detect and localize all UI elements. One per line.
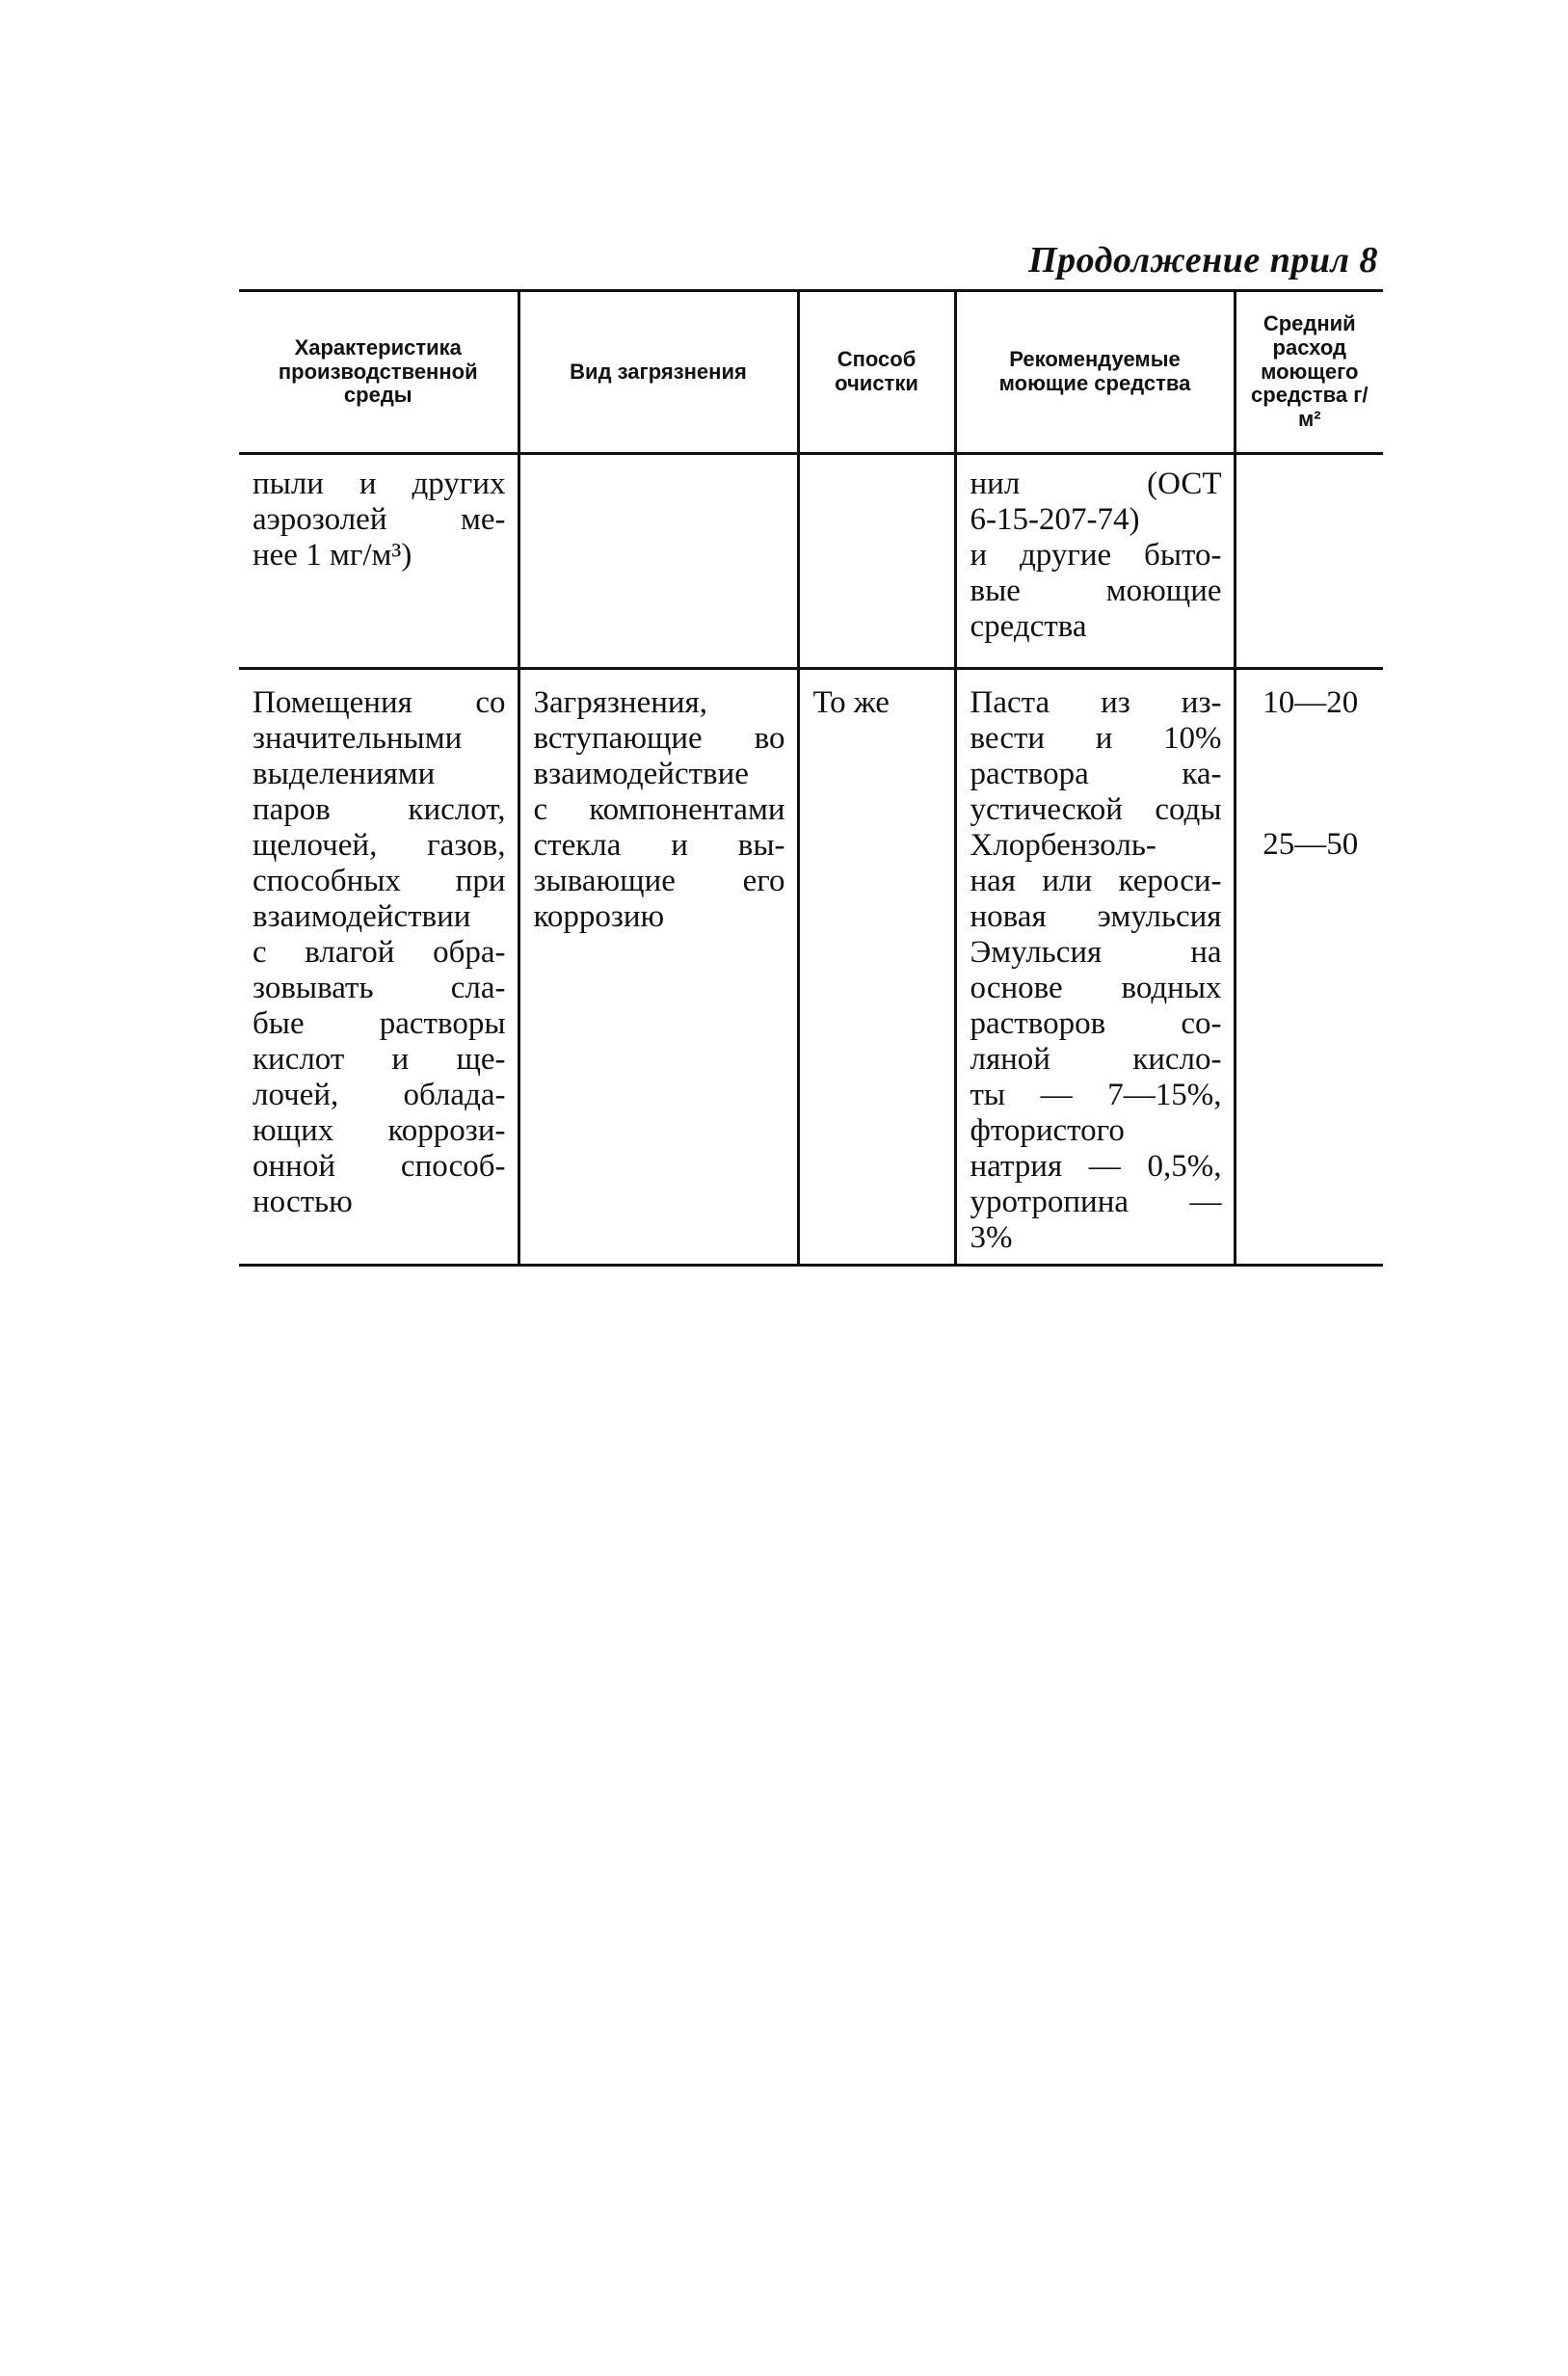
cell-text-line: устической соды: [970, 792, 1222, 827]
cell-text-line: Загрязнения,: [533, 685, 707, 720]
cell-text-line: способных при: [252, 864, 506, 898]
cell-text-line: значительными: [252, 721, 463, 756]
cell-text-line: бые растворы: [252, 1006, 506, 1041]
cell-average-consumption: [1235, 454, 1383, 669]
cell-text-line: взаимодействие: [533, 757, 749, 791]
cell-text-line: и другие быто-: [970, 538, 1222, 573]
cell-text-line: основе водных: [970, 971, 1222, 1005]
cell-environment: [239, 454, 518, 669]
cell-text-line: взаимодействии: [252, 899, 471, 934]
cell-average-consumption: [1235, 669, 1383, 1266]
header-pollution-type: Вид загрязнения: [518, 291, 798, 454]
cell-text-line: уротропина —: [970, 1185, 1222, 1219]
cell-text-line: коррозию: [533, 899, 665, 934]
cell-text-line: паров кислот,: [252, 792, 506, 827]
cell-pollution-type: [518, 669, 798, 1266]
cell-cleaning-method: [798, 454, 955, 669]
consumption-value-paste: 10—20: [1262, 685, 1359, 720]
cell-text-line: стекла и вы-: [533, 828, 785, 863]
cell-recommended-agents: [955, 454, 1235, 669]
cell-text-line: онной способ-: [252, 1149, 506, 1184]
header-cleaning-method: Способ очистки: [798, 291, 955, 454]
cell-text-line: ностью: [252, 1185, 353, 1219]
cell-text-line: вести и 10%: [970, 721, 1222, 756]
table-row: [239, 454, 1383, 669]
cell-text-line: 6-15-207-74): [970, 502, 1140, 537]
cell-text-line: нил (ОСТ: [970, 467, 1222, 501]
cell-text-line: Паста из из-: [970, 685, 1222, 720]
cell-text-line: зывающие его: [533, 864, 785, 898]
cell-recommended-agents: [955, 669, 1235, 1266]
cell-text-line: лочей, облада-: [252, 1078, 506, 1112]
cell-text-line: средства: [970, 609, 1087, 644]
cell-text-line: аэрозолей ме-: [252, 502, 506, 537]
cell-text-line: ная или кероси-: [970, 864, 1222, 898]
cell-cleaning-method: То же: [798, 669, 955, 1266]
cell-text-line: фтористого: [970, 1113, 1125, 1148]
cell-text-line: с компонентами: [533, 792, 785, 827]
cell-text-line: Хлорбензоль-: [970, 828, 1156, 863]
cell-text-line: Эмульсия на: [970, 935, 1222, 970]
cell-text-line: новая эмульсия: [970, 899, 1222, 934]
cell-text-line: пыли и других: [252, 467, 506, 501]
page-caption: Продолжение прил 8: [1028, 240, 1378, 280]
cell-text-line: ты — 7—15%,: [970, 1078, 1222, 1112]
cell-text-line: выделениями: [252, 757, 436, 791]
cell-text-line: 3%: [970, 1220, 1013, 1255]
header-average-consumption: Средний расход моющего средства г/м²: [1235, 291, 1383, 454]
table-row: [239, 669, 1383, 1266]
consumption-value-emulsion: 25—50: [1262, 827, 1359, 862]
cell-pollution-type: [518, 454, 798, 669]
cell-text-line: зовывать сла-: [252, 971, 506, 1005]
cell-text-line: нее 1 мг/м³): [252, 538, 412, 573]
header-environment: Характеристика производственной среды: [239, 291, 518, 454]
cell-text-line: натрия — 0,5%,: [970, 1149, 1222, 1184]
cell-text-line: кислот и ще-: [252, 1042, 506, 1077]
header-recommended-agents: Рекомендуемые моющие средства: [955, 291, 1235, 454]
table-header-row: [239, 291, 1383, 454]
cell-text-line: ляной кисло-: [970, 1042, 1222, 1077]
cell-environment: [239, 669, 518, 1266]
cell-text-line: ющих коррози-: [252, 1113, 506, 1148]
cleaning-agents-table: [239, 289, 1383, 1267]
cell-text-line: щелочей, газов,: [252, 828, 506, 863]
cell-text-line: вступающие во: [533, 721, 785, 756]
cell-text-line: растворов со-: [970, 1006, 1222, 1041]
cell-text-line: с влагой обра-: [252, 935, 506, 970]
cell-text-line: раствора ка-: [970, 757, 1222, 791]
cell-text-line: вые моющие: [970, 574, 1222, 608]
cell-text-line: Помещения со: [252, 685, 506, 720]
